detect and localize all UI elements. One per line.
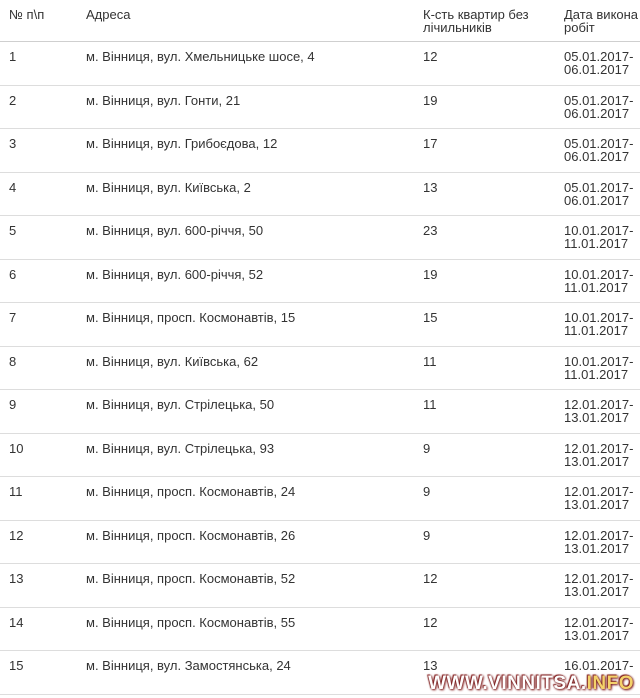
row-date-from: 12.01.2017- [564,397,634,412]
row-date-from: 12.01.2017- [564,484,634,499]
row-count: 23 [423,223,438,238]
row-date-to: 11.01.2017 [564,279,629,295]
row-count: 9 [423,484,431,499]
table-row [0,216,640,260]
table-row [0,303,640,347]
row-date [564,616,633,642]
row-number: 8 [9,353,17,369]
row-address: м. Вінниця, вул. 600-річчя, 50 [86,223,264,238]
row-date [564,224,633,250]
row-address: м. Вінниця, вул. Стрілецька, 50 [86,397,275,412]
table-row [0,86,640,130]
header-address: Адреса [86,7,131,22]
row-count: 11 [423,353,437,369]
row-address: м. Вінниця, вул. Гонти, 21 [86,92,241,108]
row-date [564,50,633,76]
row-date-from: 12.01.2017- [564,571,634,586]
table-row [0,390,640,434]
row-date-from: 10.01.2017- [564,223,634,238]
row-date-to: 11.01.2017 [564,323,629,338]
row-address: м. Вінниця, вул. Грибоєдова, 12 [86,136,278,151]
row-date [564,355,633,381]
row-date-from: 10.01.2017- [564,266,634,282]
row-date-to: 06.01.2017 [564,149,630,164]
row-date [564,181,633,207]
row-address: м. Вінниця, просп. Космонавтів, 15 [86,310,296,325]
row-number: 5 [9,223,17,238]
row-date [564,485,633,511]
row-date [564,311,633,337]
row-count: 19 [423,266,438,282]
table-row [0,564,640,608]
row-date [564,529,633,555]
table-row [0,434,640,478]
header-count-line2: лічильників [423,20,492,35]
row-date [564,137,633,163]
row-count: 9 [423,527,431,543]
row-number: 15 [9,658,24,673]
row-address: м. Вінниця, вул. Стрілецька, 93 [86,440,275,456]
row-date-from: 05.01.2017- [564,179,634,195]
row-count: 12 [423,614,438,630]
row-count: 12 [423,571,438,586]
row-date-from: 05.01.2017- [564,49,634,64]
table-row [0,42,640,86]
row-date-to: 13.01.2017 [564,497,630,512]
row-date-to: 13.01.2017 [564,540,630,556]
table-row [0,477,640,521]
row-date-to: 13.01.2017 [564,453,630,469]
row-address: м. Вінниця, вул. Київська, 62 [86,353,259,369]
row-date-to: 06.01.2017 [564,62,630,77]
row-date-from: 05.01.2017- [564,136,634,151]
row-address: м. Вінниця, просп. Космонавтів, 24 [86,484,296,499]
row-date-to: 13.01.2017 [564,627,630,643]
row-address: м. Вінниця, вул. Замостянська, 24 [86,658,291,673]
site-watermark [428,673,634,695]
row-number: 14 [9,614,24,630]
row-count: 17 [423,136,438,151]
row-address: м. Вінниця, просп. Космонавтів, 26 [86,527,296,543]
row-number: 7 [9,310,17,325]
row-date-to: 06.01.2017 [564,105,630,121]
row-number: 6 [9,266,17,282]
row-date-to: 11.01.2017 [564,236,629,251]
header-count [423,8,553,34]
row-count: 11 [423,397,437,412]
row-number: 1 [9,49,17,64]
row-date-from: 16.01.2017- [564,658,634,673]
watermark-main: WWW.VINNITSA. [428,673,587,694]
row-date-from: 12.01.2017- [564,527,634,543]
table-body [0,42,640,695]
table-row [0,129,640,173]
header-date [564,8,638,34]
row-number: 12 [9,527,24,543]
table-header [0,0,640,42]
row-date [564,572,633,598]
header-count-line1: К-сть квартир без [423,7,529,22]
row-date [564,398,633,424]
row-date-to: 13.01.2017 [564,584,630,599]
table-row [0,173,640,217]
row-date-from: 05.01.2017- [564,92,634,108]
row-number: 3 [9,136,17,151]
row-date-to: 11.01.2017 [564,366,629,382]
row-address: м. Вінниця, вул. 600-річчя, 52 [86,266,264,282]
row-date-from: 10.01.2017- [564,353,634,369]
row-number: 2 [9,92,17,108]
table-row [0,521,640,565]
row-count: 13 [423,179,438,195]
row-number: 4 [9,179,17,195]
row-date [564,94,633,120]
watermark-accent: INFO [586,673,634,694]
row-date-from: 12.01.2017- [564,614,634,630]
row-number: 13 [9,571,24,586]
row-date [564,442,633,468]
table-row [0,347,640,391]
row-date-to: 13.01.2017 [564,410,630,425]
row-count: 13 [423,658,438,673]
row-count: 9 [423,440,431,456]
row-address: м. Вінниця, вул. Київська, 2 [86,179,251,195]
table-row [0,608,640,652]
row-count: 12 [423,49,438,64]
header-date-line2: робіт [564,20,595,35]
row-number: 10 [9,440,24,456]
row-address: м. Вінниця, просп. Космонавтів, 55 [86,614,296,630]
row-count: 19 [423,92,438,108]
row-date-from: 10.01.2017- [564,310,634,325]
header-date-line1: Дата викона [564,7,639,22]
row-address: м. Вінниця, вул. Хмельницьке шосе, 4 [86,49,315,64]
header-number: № п\п [9,7,45,22]
row-date [564,659,633,672]
row-address: м. Вінниця, просп. Космонавтів, 52 [86,571,296,586]
row-date-to: 06.01.2017 [564,192,630,208]
table-row [0,260,640,304]
row-number: 9 [9,397,17,412]
row-count: 15 [423,310,438,325]
row-date-from: 12.01.2017- [564,440,634,456]
row-number: 11 [9,484,23,499]
row-date [564,268,633,294]
